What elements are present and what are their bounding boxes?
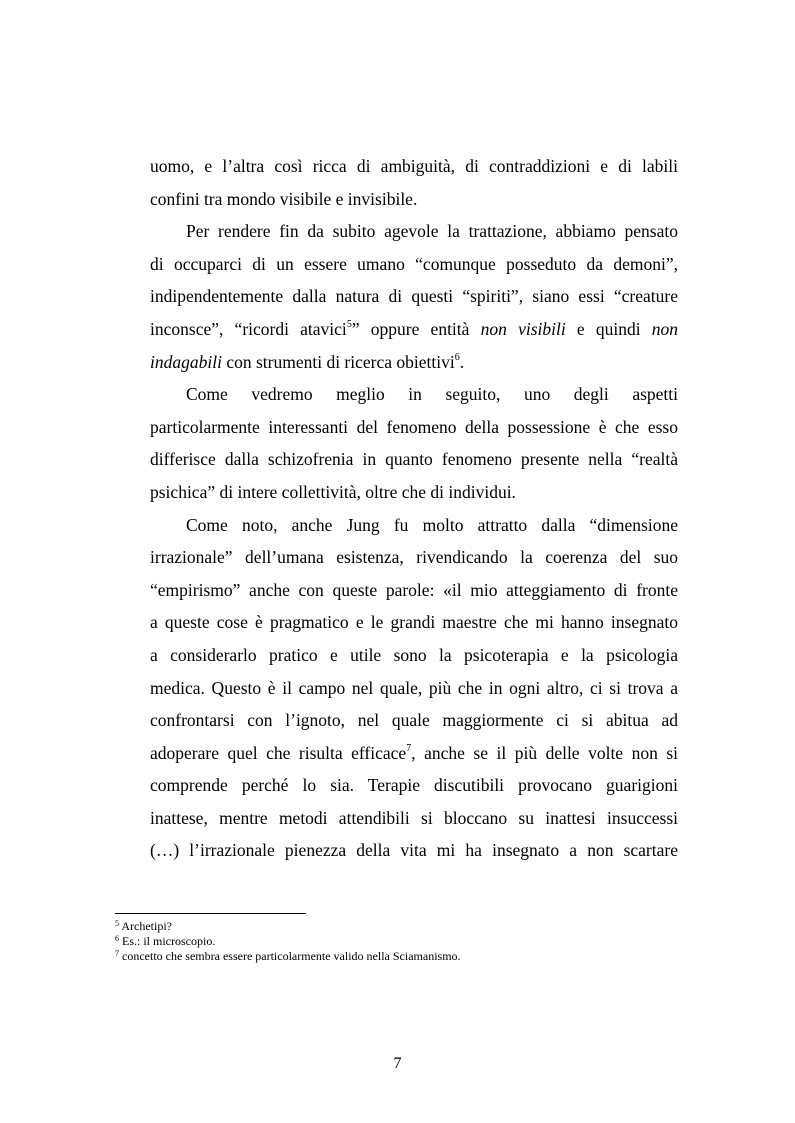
page-number: 7 — [393, 1055, 402, 1072]
text-line: Come vedremo meglio in seguito, uno degli aspetti — [186, 384, 678, 405]
text-line: particolarmente interessanti del fenomeno della possessione è che esso — [150, 416, 678, 437]
text-line: irrazionale” dell’umana esistenza, rivendicando la coerenza del suo — [150, 547, 678, 568]
text-line: indagabili con strumenti di ricerca obiettivi$^6$. — [150, 351, 465, 372]
text-line: di occuparci di un essere umano “comunque posseduto da demoni”, — [150, 253, 678, 274]
text-line: medica. Questo è il campo nel quale, più che in ogni altro, ci si trova a — [150, 677, 678, 698]
footnote-ref: 5 — [346, 318, 352, 330]
footnote-ref: 7 — [406, 742, 412, 754]
text-line: inattese, mentre metodi attendibili si bloccano su inattesi insuccessi — [150, 807, 678, 828]
text-line: Come noto, anche Jung fu molto attratto dalla “dimensione — [186, 514, 678, 535]
footnote: $^5$ Archetipi? — [115, 919, 172, 933]
text-line: uomo, e l’altra così ricca di ambiguità, di contraddizioni e di labili — [150, 156, 678, 176]
text-line: comprende perché lo sia. Terapie discutibili provocano guarigioni — [150, 775, 678, 796]
footnotes — [115, 919, 715, 964]
text-line: a queste cose è pragmatico e le grandi maestre che mi hanno insegnato — [150, 612, 678, 633]
footnote: $^6$ Es.: il microscopio. — [115, 934, 216, 948]
text-line: psichica” di intere collettività, oltre che di individui. — [150, 481, 516, 502]
footnote-separator — [115, 913, 306, 914]
text-line: “empirismo” anche con queste parole: «il mio atteggiamento di fronte — [150, 579, 678, 600]
text-line: confini tra mondo visibile e invisibile. — [150, 188, 418, 209]
text-line: Per rendere fin da subito agevole la trattazione, abbiamo pensato — [186, 221, 678, 242]
body-text — [150, 150, 678, 867]
footnote: $^7$ concetto che sembra essere particolarmente valido nella Sciamanismo. — [115, 949, 461, 963]
text-line: adoperare quel che risulta efficace$^7$, anche se il più delle volte non si — [150, 742, 679, 763]
text-line: confrontarsi con l’ignoto, nel quale maggiormente ci si abitua ad — [150, 710, 678, 731]
text-line: inconsce”, “ricordi atavici$^5$” oppure entità non visibili e quindi non — [150, 318, 679, 339]
text-line: indipendentemente dalla natura di questi “spiriti”, siano essi “creature — [150, 286, 678, 307]
footnote-ref: 6 — [454, 351, 460, 363]
text-line: differisce dalla schizofrenia in quanto fenomeno presente nella “realtà — [150, 449, 678, 470]
text-line: (…) l’irrazionale pienezza della vita mi ha insegnato a non scartare — [150, 840, 678, 861]
text-line: a considerarlo pratico e utile sono la psicoterapia e la psicologia — [150, 644, 678, 665]
